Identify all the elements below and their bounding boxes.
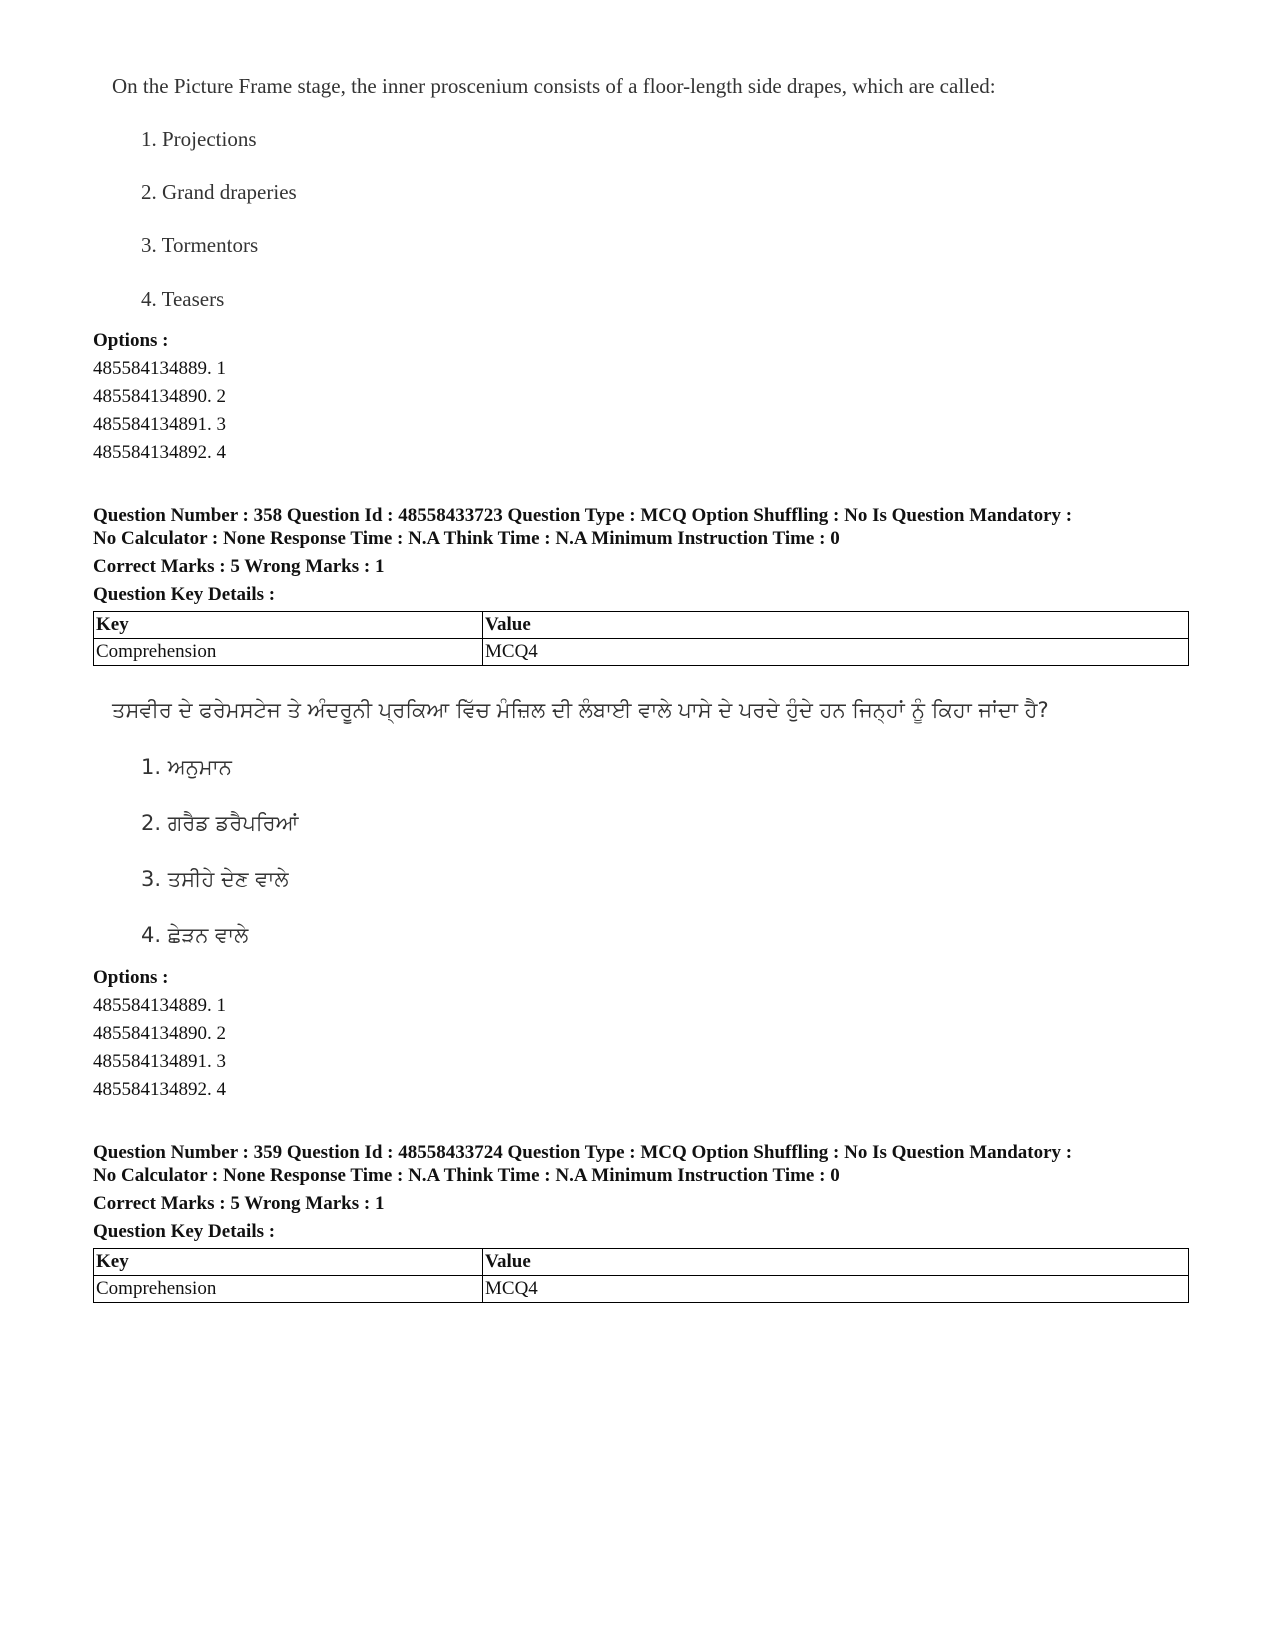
question-text-english: On the Picture Frame stage, the inner proscenium consists of a floor-length side drapes, which are called: <box>112 74 996 98</box>
choice-3: 3. Tormentors <box>141 233 259 257</box>
header-value: Value <box>483 612 1189 639</box>
choice-pa-1: 1. ਅਨੁਮਾਨ <box>141 755 232 779</box>
question-meta-line1: Question Number : 358 Question Id : 48558433723 Question Type : MCQ Option Shuffling : No Is Question Mandatory : <box>93 505 1073 526</box>
header-key: Key <box>94 612 483 639</box>
table-header-row <box>94 612 1189 639</box>
choice-2: 2. Grand draperies <box>141 180 297 204</box>
key-details-table <box>93 611 1189 666</box>
choice-pa-2: 2. ਗਰੈਡ ਡਰੈਪਰਿਆਂ <box>141 811 299 835</box>
key-details-table <box>93 1248 1189 1303</box>
question-meta-line2: No Calculator : None Response Time : N.A Think Time : N.A Minimum Instruction Time : 0 <box>93 1165 840 1186</box>
key-details-label: Question Key Details : <box>93 1221 276 1242</box>
option-id-4: 485584134892. 4 <box>93 1079 226 1100</box>
option-id-2: 485584134890. 2 <box>93 386 226 407</box>
options-label: Options : <box>93 967 169 988</box>
choice-pa-4: 4. ਛੇੜਨ ਵਾਲੇ <box>141 923 249 947</box>
marks-line: Correct Marks : 5 Wrong Marks : 1 <box>93 1193 385 1214</box>
option-id-1: 485584134889. 1 <box>93 358 226 379</box>
option-id-4: 485584134892. 4 <box>93 442 226 463</box>
choice-4: 4. Teasers <box>141 287 225 311</box>
header-key: Key <box>94 1249 483 1276</box>
options-label: Options : <box>93 330 169 351</box>
option-id-2: 485584134890. 2 <box>93 1023 226 1044</box>
table-row <box>94 1276 1189 1303</box>
cell-key: Comprehension <box>94 1276 483 1303</box>
cell-value: MCQ4 <box>483 1276 1189 1303</box>
table-header-row <box>94 1249 1189 1276</box>
key-details-label: Question Key Details : <box>93 584 276 605</box>
option-id-3: 485584134891. 3 <box>93 1051 226 1072</box>
cell-value: MCQ4 <box>483 639 1189 666</box>
option-id-3: 485584134891. 3 <box>93 414 226 435</box>
question-meta-line2: No Calculator : None Response Time : N.A Think Time : N.A Minimum Instruction Time : 0 <box>93 528 840 549</box>
question-meta-line1: Question Number : 359 Question Id : 48558433724 Question Type : MCQ Option Shuffling : No Is Question Mandatory : <box>93 1142 1073 1163</box>
header-value: Value <box>483 1249 1189 1276</box>
option-id-1: 485584134889. 1 <box>93 995 226 1016</box>
cell-key: Comprehension <box>94 639 483 666</box>
table-row <box>94 639 1189 666</box>
choice-1: 1. Projections <box>141 127 257 151</box>
choice-pa-3: 3. ਤਸੀਹੇ ਦੇਣ ਵਾਲੇ <box>141 867 289 891</box>
marks-line: Correct Marks : 5 Wrong Marks : 1 <box>93 556 385 577</box>
question-text-punjabi: ਤਸਵੀਰ ਦੇ ਫਰੇਮਸਟੇਜ ਤੇ ਅੰਦਰੂਨੀ ਪ੍ਰਕਿਆ ਵਿੱਚ ਮੰਜ਼ਿਲ ਦੀ ਲੰਬਾਈ ਵਾਲੇ ਪਾਸੇ ਦੇ ਪਰਦੇ ਹੁੰਦੇ ਹਨ ਜਿਨ੍ਹਾਂ ਨੂੰ ਕਿਹਾ ਜਾਂਦਾ ਹੈ? <box>112 698 1049 722</box>
